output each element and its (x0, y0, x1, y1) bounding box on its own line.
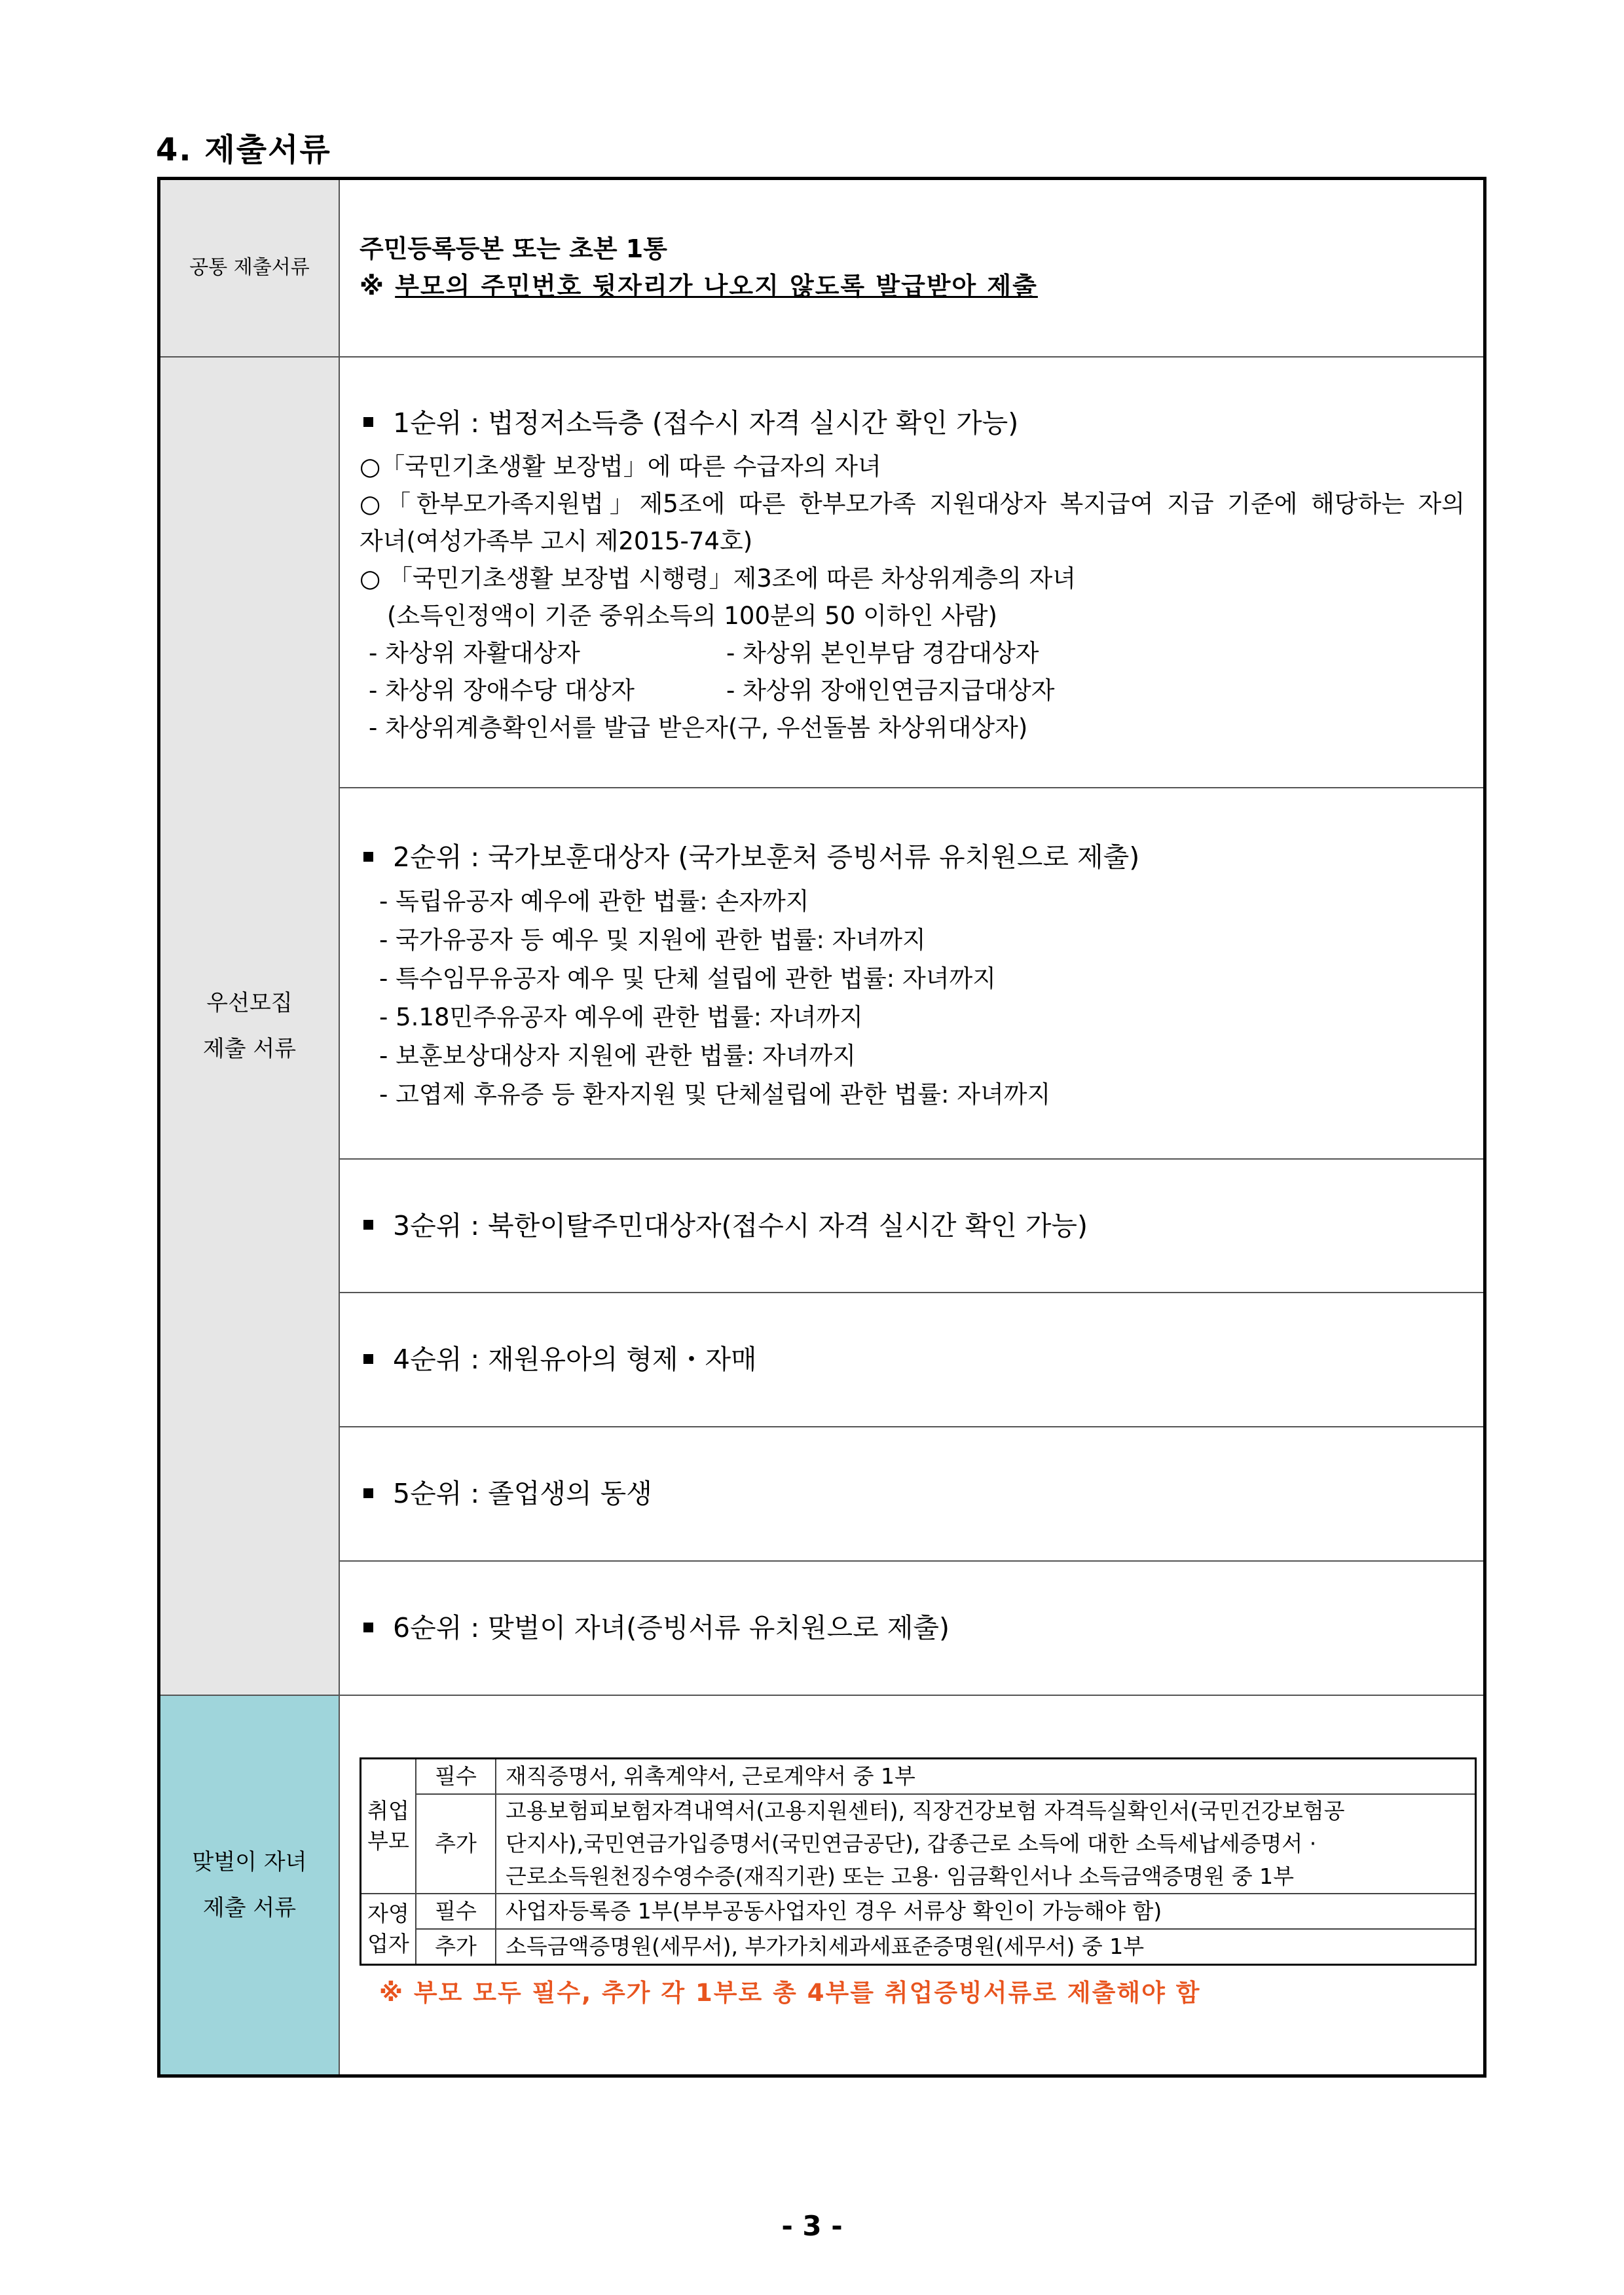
priority-5-title: 5순위 : 졸업생의 동생 (360, 1469, 1465, 1518)
priority-row-2 (159, 788, 1485, 1159)
common-line2 (360, 268, 1465, 305)
priority-5-content (339, 1427, 1485, 1561)
p2-item: - 특수임무유공자 예우 및 단체 설립에 관한 법률: 자녀까지 (379, 964, 996, 993)
common-content (339, 179, 1485, 357)
square-bullet-icon (363, 852, 373, 862)
dual-income-docs-table (360, 1757, 1477, 1966)
priority-label-line1: 우선모집 (206, 989, 293, 1016)
priority-row-6 (159, 1561, 1485, 1695)
documents-table (157, 177, 1486, 2078)
employed-required-label: 필수 (416, 1758, 496, 1794)
p1-line1: ○「국민기초생활 보장법」에 따른 수급자의 자녀 (360, 452, 881, 481)
p1-line7b: - 차상위 장애인연금지급대상자 (726, 676, 1055, 705)
p1-line6b: - 차상위 본인부담 경감대상자 (726, 638, 1039, 667)
priority-1-content (339, 357, 1485, 788)
dual-income-note: ※ 부모 모두 필수, 추가 각 1부로 총 4부를 취업증빙서류로 제출해야 함 (379, 1978, 1201, 2007)
p2-item: - 5.18민주유공자 예우에 관한 법률: 자녀까지 (379, 1003, 863, 1031)
priority-4-content (339, 1293, 1485, 1427)
square-bullet-icon (363, 1488, 373, 1498)
p1-line7 (360, 672, 1465, 709)
priority-label-line2: 제출 서류 (202, 1035, 297, 1062)
priority-3-content (339, 1159, 1485, 1293)
self-employed-required-text: 사업자등록증 1부(부부공동사업자인 경우 서류상 확인이 가능해야 함) (496, 1894, 1476, 1929)
p1-line2: ○「한부모가족지원법」제5조에 따른 한부모가족 지원대상자 복지급여 지급 기준에 해당하는 자의 (360, 489, 1465, 518)
square-bullet-icon (363, 1354, 373, 1364)
priority-label (159, 357, 340, 1695)
p2-item: - 독립유공자 예우에 관한 법률: 손자까지 (379, 887, 809, 915)
common-line2-text: 부모의 주민번호 뒷자리가 나오지 않도록 발급받아 제출 (395, 272, 1038, 301)
p2-item: - 보훈보상대상자 지원에 관한 법률: 자녀까지 (379, 1042, 856, 1070)
p1-line7a: - 차상위 장애수당 대상자 (369, 676, 635, 705)
employed-group-label: 취업 부모 (361, 1758, 416, 1894)
employed-additional-text (496, 1794, 1476, 1894)
p1-line4: ○ 「국민기초생활 보장법 시행령」제3조에 따른 차상위계층의 자녀 (360, 564, 1076, 593)
self-employed-additional-text: 소득금액증명원(세무서), 부가가치세과세표준증명원(세무서) 중 1부 (496, 1929, 1476, 1965)
section-title: 4. 제출서류 (156, 132, 331, 168)
priority-1-title: 1순위 : 법정저소득층 (접수시 자격 실시간 확인 가능) (360, 398, 1465, 448)
p1-line6 (360, 634, 1465, 672)
priority-6-title: 6순위 : 맞벌이 자녀(증빙서류 유치원으로 제출) (360, 1603, 1465, 1653)
dual-income-row (159, 1695, 1485, 2076)
priority-4-title: 4순위 : 재원유아의 형제・자매 (360, 1334, 1465, 1384)
priority-6-content (339, 1561, 1485, 1695)
priority-row-1 (159, 357, 1485, 788)
dual-income-label (159, 1695, 340, 2076)
page-number: - 3 - (781, 2210, 843, 2242)
p2-item: - 고엽제 후유증 등 환자지원 및 단체설립에 관한 법률: 자녀까지 (379, 1080, 1051, 1109)
self-employed-required-label: 필수 (416, 1894, 496, 1929)
p1-line6a: - 차상위 자활대상자 (369, 638, 580, 667)
priority-row-3 (159, 1159, 1485, 1293)
note-mark: ※ (360, 272, 385, 301)
priority-2-content (339, 788, 1485, 1159)
common-line1: 주민등록등본 또는 초본 1통 (360, 234, 667, 264)
dual-income-content (339, 1695, 1485, 2076)
employed-additional-line1: 고용보험피보험자격내역서(고용지원센터), 직장건강보험 자격득실확인서(국민건강보험공 (506, 1797, 1345, 1824)
self-employed-required-row (361, 1894, 1476, 1929)
p1-line8: - 차상위계층확인서를 발급 받은자(구, 우선돌봄 차상위대상자) (369, 713, 1028, 742)
square-bullet-icon (363, 417, 373, 427)
dual-label-line2: 제출 서류 (202, 1894, 297, 1921)
self-employed-additional-row (361, 1929, 1476, 1965)
employed-required-row (361, 1758, 1476, 1794)
common-label: 공통 제출서류 (159, 179, 340, 357)
priority-3-title: 3순위 : 북한이탈주민대상자(접수시 자격 실시간 확인 가능) (360, 1201, 1465, 1251)
priority-2-title: 2순위 : 국가보훈대상자 (국가보훈처 증빙서류 유치원으로 제출) (360, 832, 1465, 882)
p1-line3: 자녀(여성가족부 고시 제2015-74호) (360, 526, 753, 555)
p2-item: - 국가유공자 등 예우 및 지원에 관한 법률: 자녀까지 (379, 926, 926, 954)
square-bullet-icon (363, 1220, 373, 1230)
priority-row-5 (159, 1427, 1485, 1561)
p1-line5: (소득인정액이 기준 중위소득의 100분의 50 이하인 사람) (387, 601, 997, 630)
self-employed-additional-label: 추가 (416, 1929, 496, 1965)
employed-additional-line3: 근로소득원천징수영수증(재직기관) 또는 고용· 임금확인서나 소득금액증명원 중 1부 (506, 1863, 1295, 1889)
employed-required-text: 재직증명서, 위촉계약서, 근로계약서 중 1부 (496, 1758, 1476, 1794)
dual-label-line1: 맞벌이 자녀 (192, 1848, 307, 1875)
employed-additional-line2: 단지사),국민연금가입증명서(국민연금공단), 갑종근로 소득에 대한 소득세납세증명서 · (506, 1830, 1317, 1856)
priority-row-4 (159, 1293, 1485, 1427)
employed-additional-label: 추가 (416, 1794, 496, 1894)
square-bullet-icon (363, 1623, 373, 1632)
self-employed-group-label: 자영 업자 (361, 1894, 416, 1965)
employed-additional-row (361, 1794, 1476, 1894)
common-row (159, 179, 1485, 357)
